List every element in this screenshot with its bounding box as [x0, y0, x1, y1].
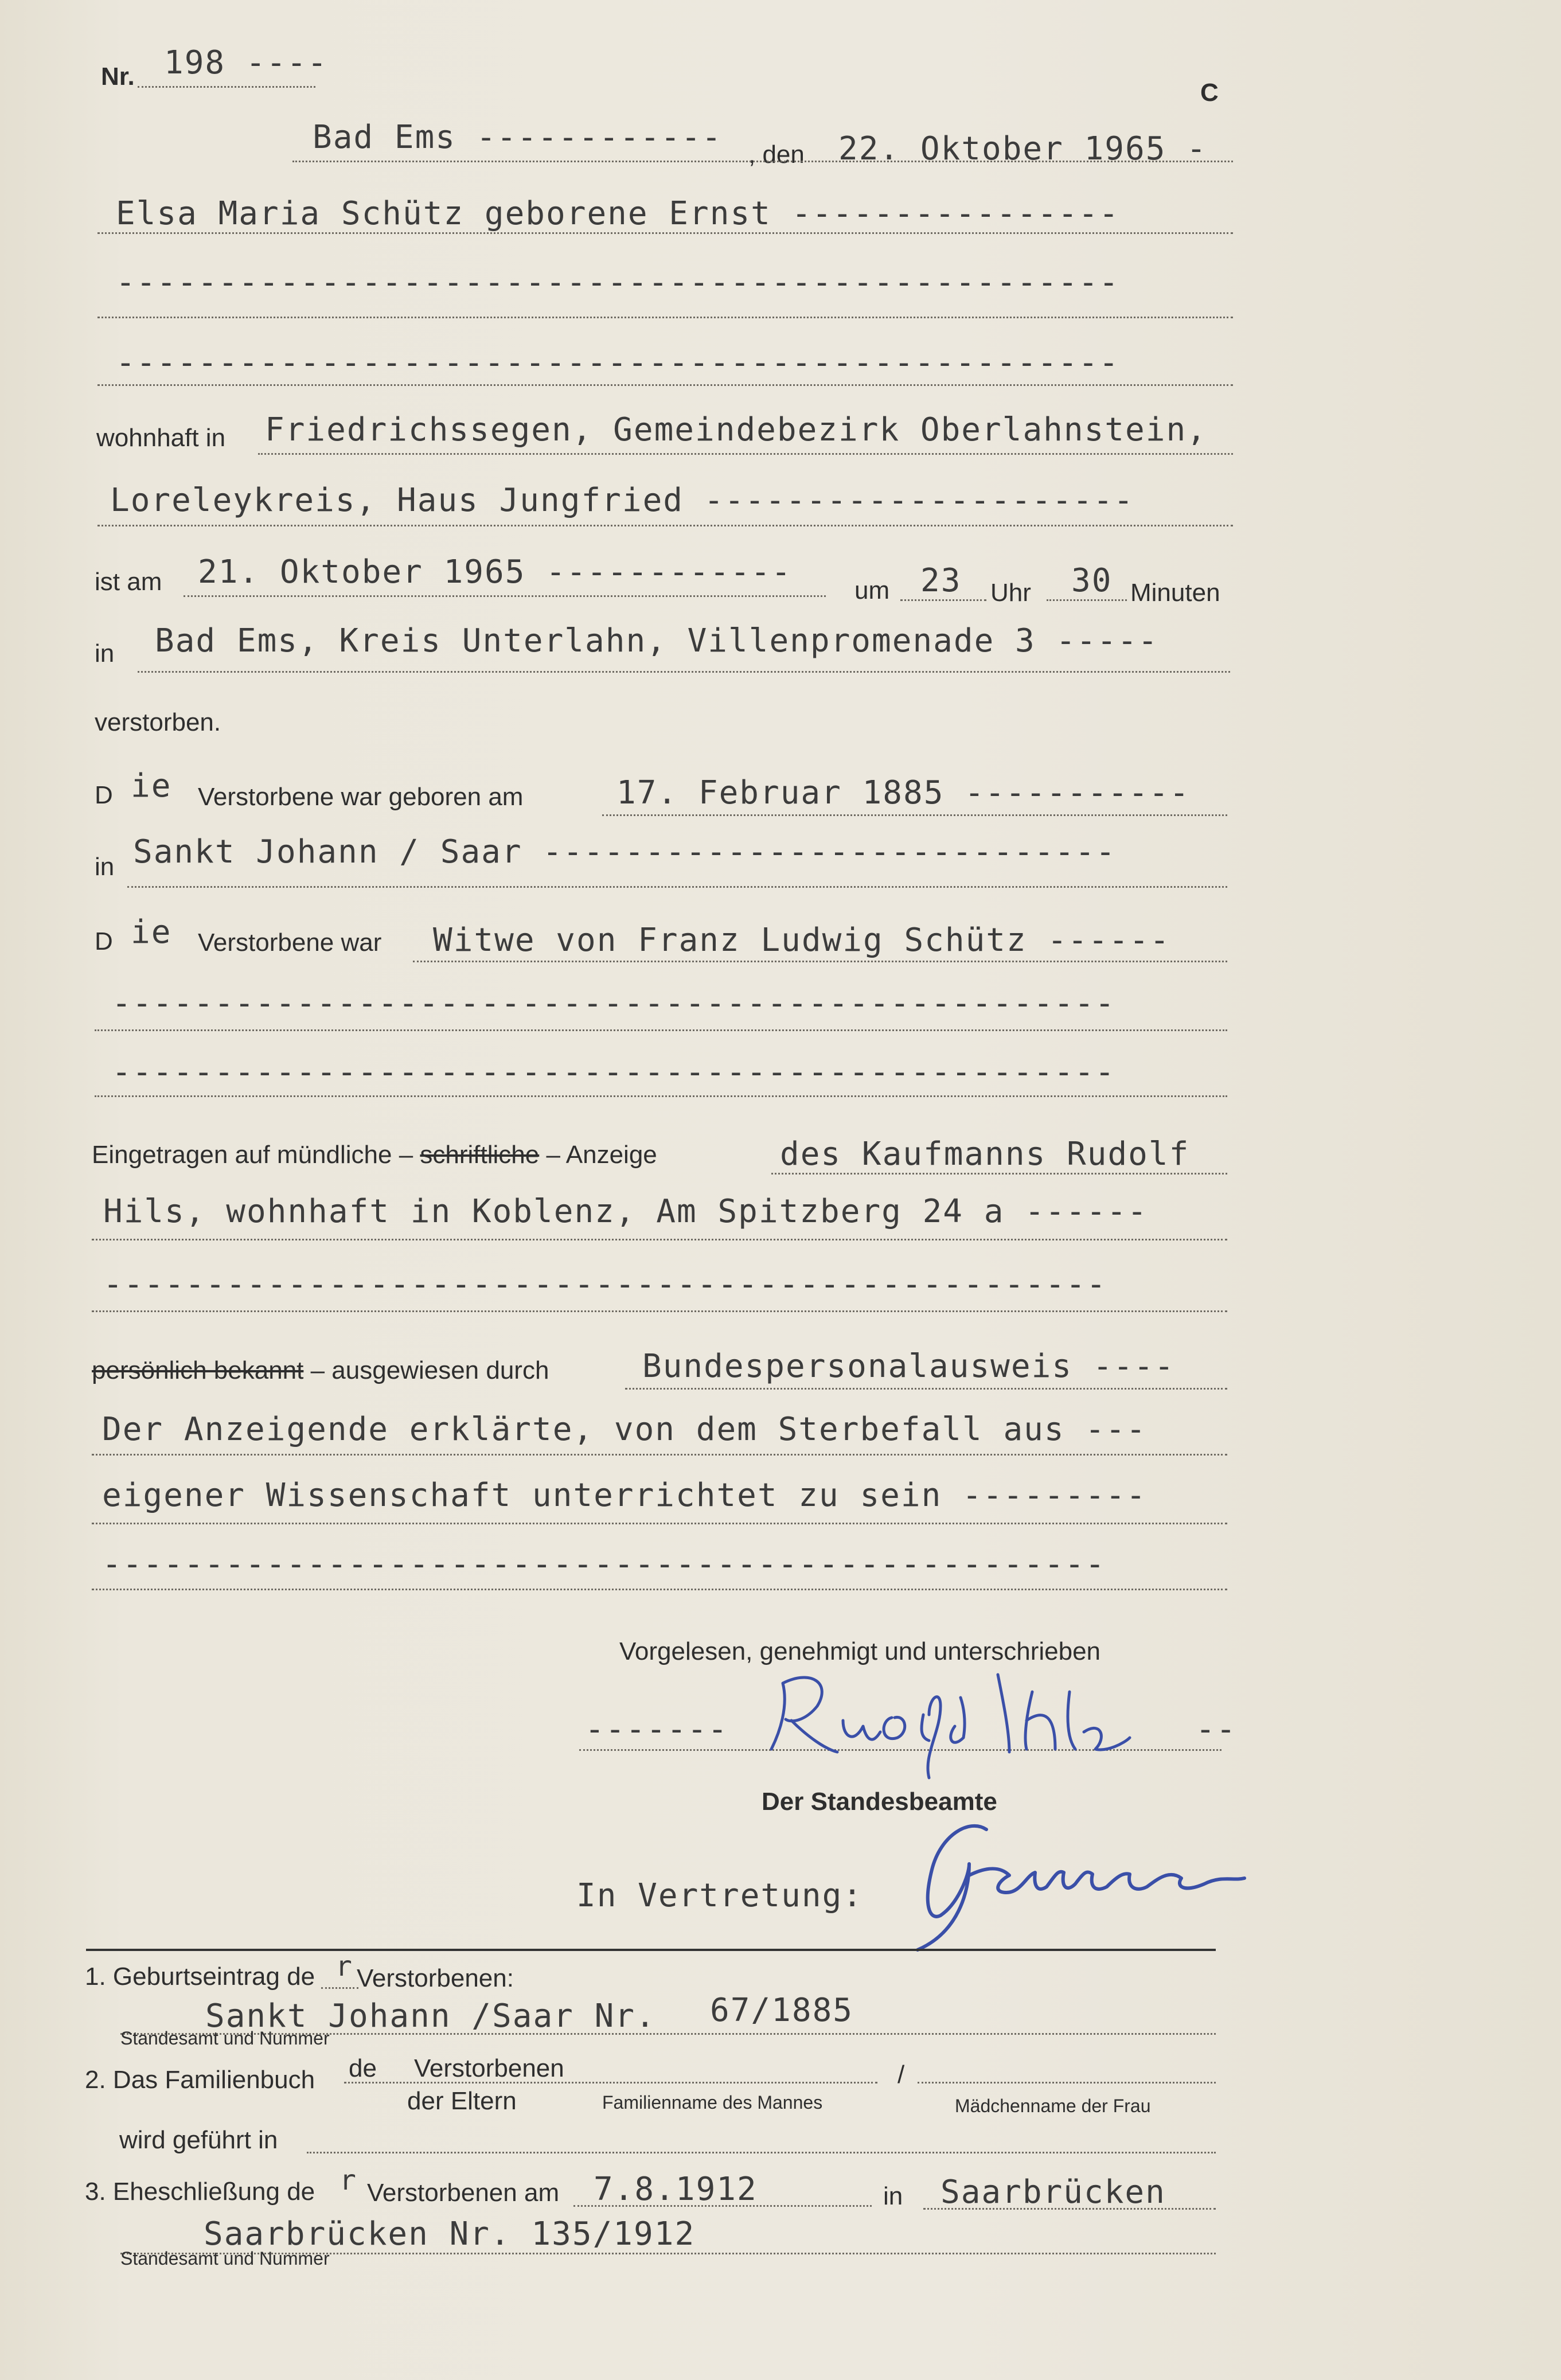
identification-label-struck: persönlich bekannt — [92, 1356, 304, 1384]
note1-label-b: Verstorbenen: — [357, 1964, 514, 1992]
note3-suffix: r — [339, 2164, 357, 2196]
verstorben-label: verstorben. — [95, 708, 221, 736]
note2-de: de — [349, 2054, 377, 2082]
nr-label: Nr. — [101, 63, 135, 91]
place-date-dotline — [292, 161, 1233, 162]
dotline — [258, 453, 1233, 455]
death-in-label: in — [95, 639, 115, 668]
name-line-2: ------------------------------------------------- — [116, 264, 1120, 301]
wohnhaft-label: wohnhaft in — [96, 424, 226, 452]
dotline — [184, 595, 826, 597]
identification-line-1: Der Anzeigende erklärte, von dem Sterbefall aus --- — [102, 1411, 1147, 1448]
status-d-label: D — [95, 927, 113, 955]
dotline — [771, 1173, 1227, 1175]
corner-letter: C — [1200, 79, 1219, 107]
registration-label-struck: schriftliche — [420, 1141, 540, 1169]
note1-number: 67/1885 — [710, 1992, 854, 2029]
residence-line-1: Friedrichssegen, Gemeindebezirk Oberlahnstein, — [265, 411, 1207, 448]
note3-label: 3. Eheschließung de — [85, 2178, 315, 2206]
note2-verstorbenen: Verstorbenen — [414, 2054, 564, 2082]
status-suffix: ie — [131, 914, 172, 951]
dotline — [92, 1310, 1227, 1312]
registration-label-a: Eingetragen auf mündliche – — [92, 1141, 413, 1169]
uhr-label: Uhr — [990, 579, 1031, 607]
dotline — [92, 1454, 1227, 1456]
residence-line-2: Loreleykreis, Haus Jungfried --------------------- — [110, 482, 1134, 519]
note2-label-b: wird geführt in — [119, 2126, 278, 2154]
nr-value: 198 ---- — [164, 44, 328, 81]
dotline — [97, 525, 1233, 526]
status-text-label: Verstorbene war — [198, 928, 382, 957]
note2-caption-b: Mädchenname der Frau — [955, 2096, 1151, 2116]
status-line-1: Witwe von Franz Ludwig Schütz ------ — [433, 922, 1170, 959]
dotline — [900, 599, 986, 601]
dotline — [573, 2205, 872, 2207]
birth-in-label: in — [95, 853, 115, 881]
name-line-1: Elsa Maria Schütz geborene Ernst ---------------- — [116, 195, 1120, 232]
birth-d-label: D — [95, 781, 113, 809]
dotline — [97, 317, 1233, 318]
informant-suffix: -- — [1196, 1711, 1237, 1748]
note3-label-b: Verstorbenen am — [367, 2179, 560, 2207]
registration-line-3: ------------------------------------------------- — [103, 1266, 1107, 1303]
birth-text-label: Verstorbene war geboren am — [198, 783, 524, 811]
dotline — [127, 886, 1227, 888]
note3-date: 7.8.1912 — [594, 2171, 758, 2208]
status-line-2: ------------------------------------------------- — [112, 985, 1116, 1022]
registrar-signature — [883, 1807, 1250, 1961]
representation-label: In Vertretung: — [576, 1877, 864, 1914]
den-label: , den — [748, 141, 805, 169]
identification-line-2: eigener Wissenschaft unterrichtet zu sein --------- — [102, 1477, 1147, 1514]
ist-am-label: ist am — [95, 568, 162, 596]
um-label: um — [854, 576, 890, 604]
note2-slash: / — [897, 2061, 905, 2089]
dotline — [92, 1239, 1227, 1240]
dotline — [97, 232, 1233, 234]
death-hour: 23 — [920, 562, 962, 599]
dotline — [97, 384, 1233, 386]
informant-signature — [757, 1652, 1216, 1801]
identification-line-3: ------------------------------------------------- — [102, 1546, 1106, 1583]
dotline — [923, 2208, 1216, 2210]
identification-label — [92, 1358, 549, 1383]
dotline — [92, 1589, 1227, 1590]
place-value: Bad Ems ------------ — [313, 119, 723, 156]
dotline — [413, 961, 1227, 962]
birth-date: 17. Februar 1885 ----------- — [616, 774, 1191, 811]
status-line-3: ------------------------------------------------- — [112, 1054, 1116, 1091]
read-label: Vorgelesen, genehmigt und unterschrieben — [619, 1637, 1101, 1665]
dotline — [602, 814, 1227, 816]
dotline — [92, 1523, 1227, 1524]
death-place: Bad Ems, Kreis Unterlahn, Villenpromenade 3 ----- — [155, 622, 1159, 660]
note3-place: Saarbrücken — [940, 2174, 1166, 2211]
note2-label: 2. Das Familienbuch — [85, 2066, 315, 2094]
note1-caption: Standesamt und Nummer — [120, 2028, 330, 2049]
dotline — [138, 671, 1230, 673]
note1-label: 1. Geburtseintrag de — [85, 1962, 315, 1991]
note3-in: in — [883, 2182, 903, 2210]
dotline — [95, 1029, 1227, 1031]
separator-rule — [86, 1949, 1216, 1951]
note3-value: Saarbrücken Nr. 135/1912 — [204, 2215, 696, 2253]
nr-dotline — [138, 86, 315, 88]
birth-suffix: ie — [131, 767, 172, 805]
informant-prefix: ------- — [585, 1711, 729, 1748]
minuten-label: Minuten — [1130, 579, 1220, 607]
note2-caption-a: Familienname des Mannes — [602, 2092, 823, 2113]
dotline — [625, 1388, 1227, 1390]
death-minutes: 30 — [1071, 562, 1113, 599]
registration-label-b: – Anzeige — [546, 1141, 657, 1169]
note2-eltern: der Eltern — [407, 2087, 517, 2115]
identification-label-b: – ausgewiesen durch — [310, 1356, 549, 1384]
dotline — [321, 1987, 358, 1989]
death-date: 21. Oktober 1965 ------------ — [198, 553, 792, 591]
dotline — [344, 2082, 877, 2084]
note3-caption: Standesamt und Nummer — [120, 2248, 330, 2269]
identification-value: Bundespersonalausweis ---- — [642, 1348, 1175, 1385]
registration-line-2: Hils, wohnhaft in Koblenz, Am Spitzberg 24 a ------ — [103, 1193, 1148, 1230]
dotline — [95, 1095, 1227, 1097]
registration-line-1: des Kaufmanns Rudolf — [780, 1136, 1190, 1173]
dotline — [918, 2082, 1216, 2084]
note1-suffix: r — [335, 1950, 353, 1983]
name-line-3: ------------------------------------------------- — [116, 344, 1120, 381]
date-value: 22. Oktober 1965 - — [838, 130, 1207, 167]
birth-place: Sankt Johann / Saar ---------------------------- — [133, 833, 1117, 871]
dotline — [307, 2152, 1216, 2153]
registrar-label: Der Standesbeamte — [762, 1788, 997, 1816]
note1-value: Sankt Johann /Saar Nr. — [205, 1997, 656, 2035]
dotline — [1047, 599, 1127, 601]
registration-label — [92, 1142, 657, 1168]
